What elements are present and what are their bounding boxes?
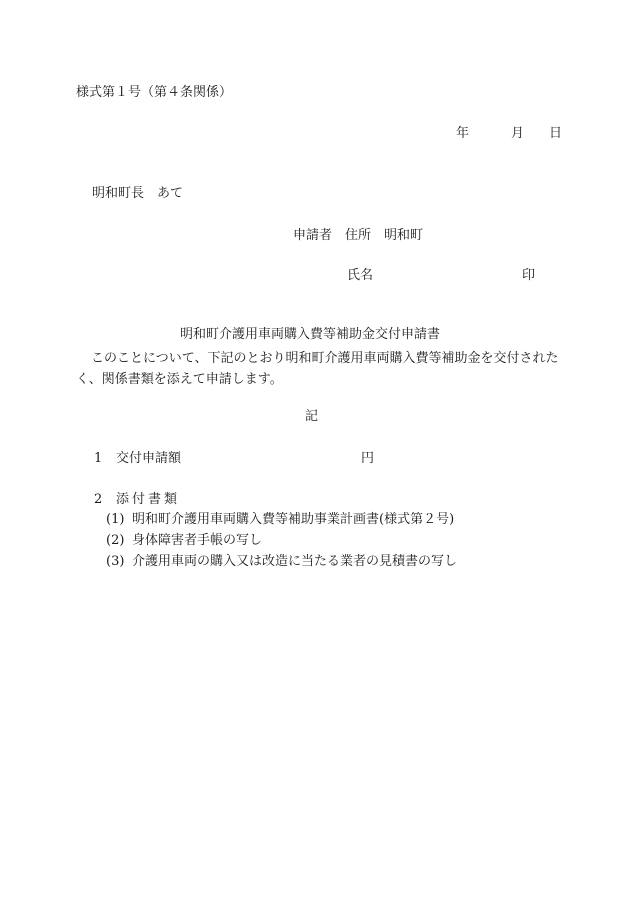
date-row [456, 126, 562, 142]
applicant-address-line: 申請者 住所 明和町 [293, 228, 424, 243]
attachment-index: (3) [106, 554, 125, 569]
attachment-text: 介護用車両の購入又は改造に当たる業者の見積書の写し [132, 554, 458, 569]
document-title: 明和町介護用車両購入費等補助金交付申請書 [180, 327, 441, 342]
item-amount-label: 交付申請額 [116, 451, 182, 466]
record-mark: 記 [305, 409, 319, 424]
attachment-index: (2) [106, 533, 125, 548]
item-attachments-number: 2 [94, 492, 103, 507]
date-year-label: 年 [456, 126, 470, 141]
attachment-index: (1) [106, 512, 125, 527]
date-month-label: 月 [511, 126, 525, 141]
item-attachments-label: 添付書類 [116, 492, 181, 507]
attachment-item [106, 512, 457, 533]
item-amount-unit: 円 [361, 451, 375, 466]
seal-mark: 印 [522, 268, 536, 283]
attachment-item [106, 533, 457, 554]
form-number: 様式第１号（第４条関係） [76, 85, 233, 100]
attachments-list [106, 512, 457, 575]
item-amount-number: 1 [94, 451, 103, 466]
applicant-name-label: 氏名 [347, 268, 374, 283]
date-day-label: 日 [549, 126, 563, 141]
attachment-item [106, 554, 457, 575]
addressee: 明和町長 あて [92, 186, 184, 201]
attachment-text: 明和町介護用車両購入費等補助事業計画書(様式第２号) [132, 512, 455, 527]
attachment-text: 身体障害者手帳の写し [132, 533, 263, 548]
body-text: このことについて、下記のとおり明和町介護用車両購入費等補助金を交付されたく、関係書類を添えて申請します。 [76, 351, 559, 387]
